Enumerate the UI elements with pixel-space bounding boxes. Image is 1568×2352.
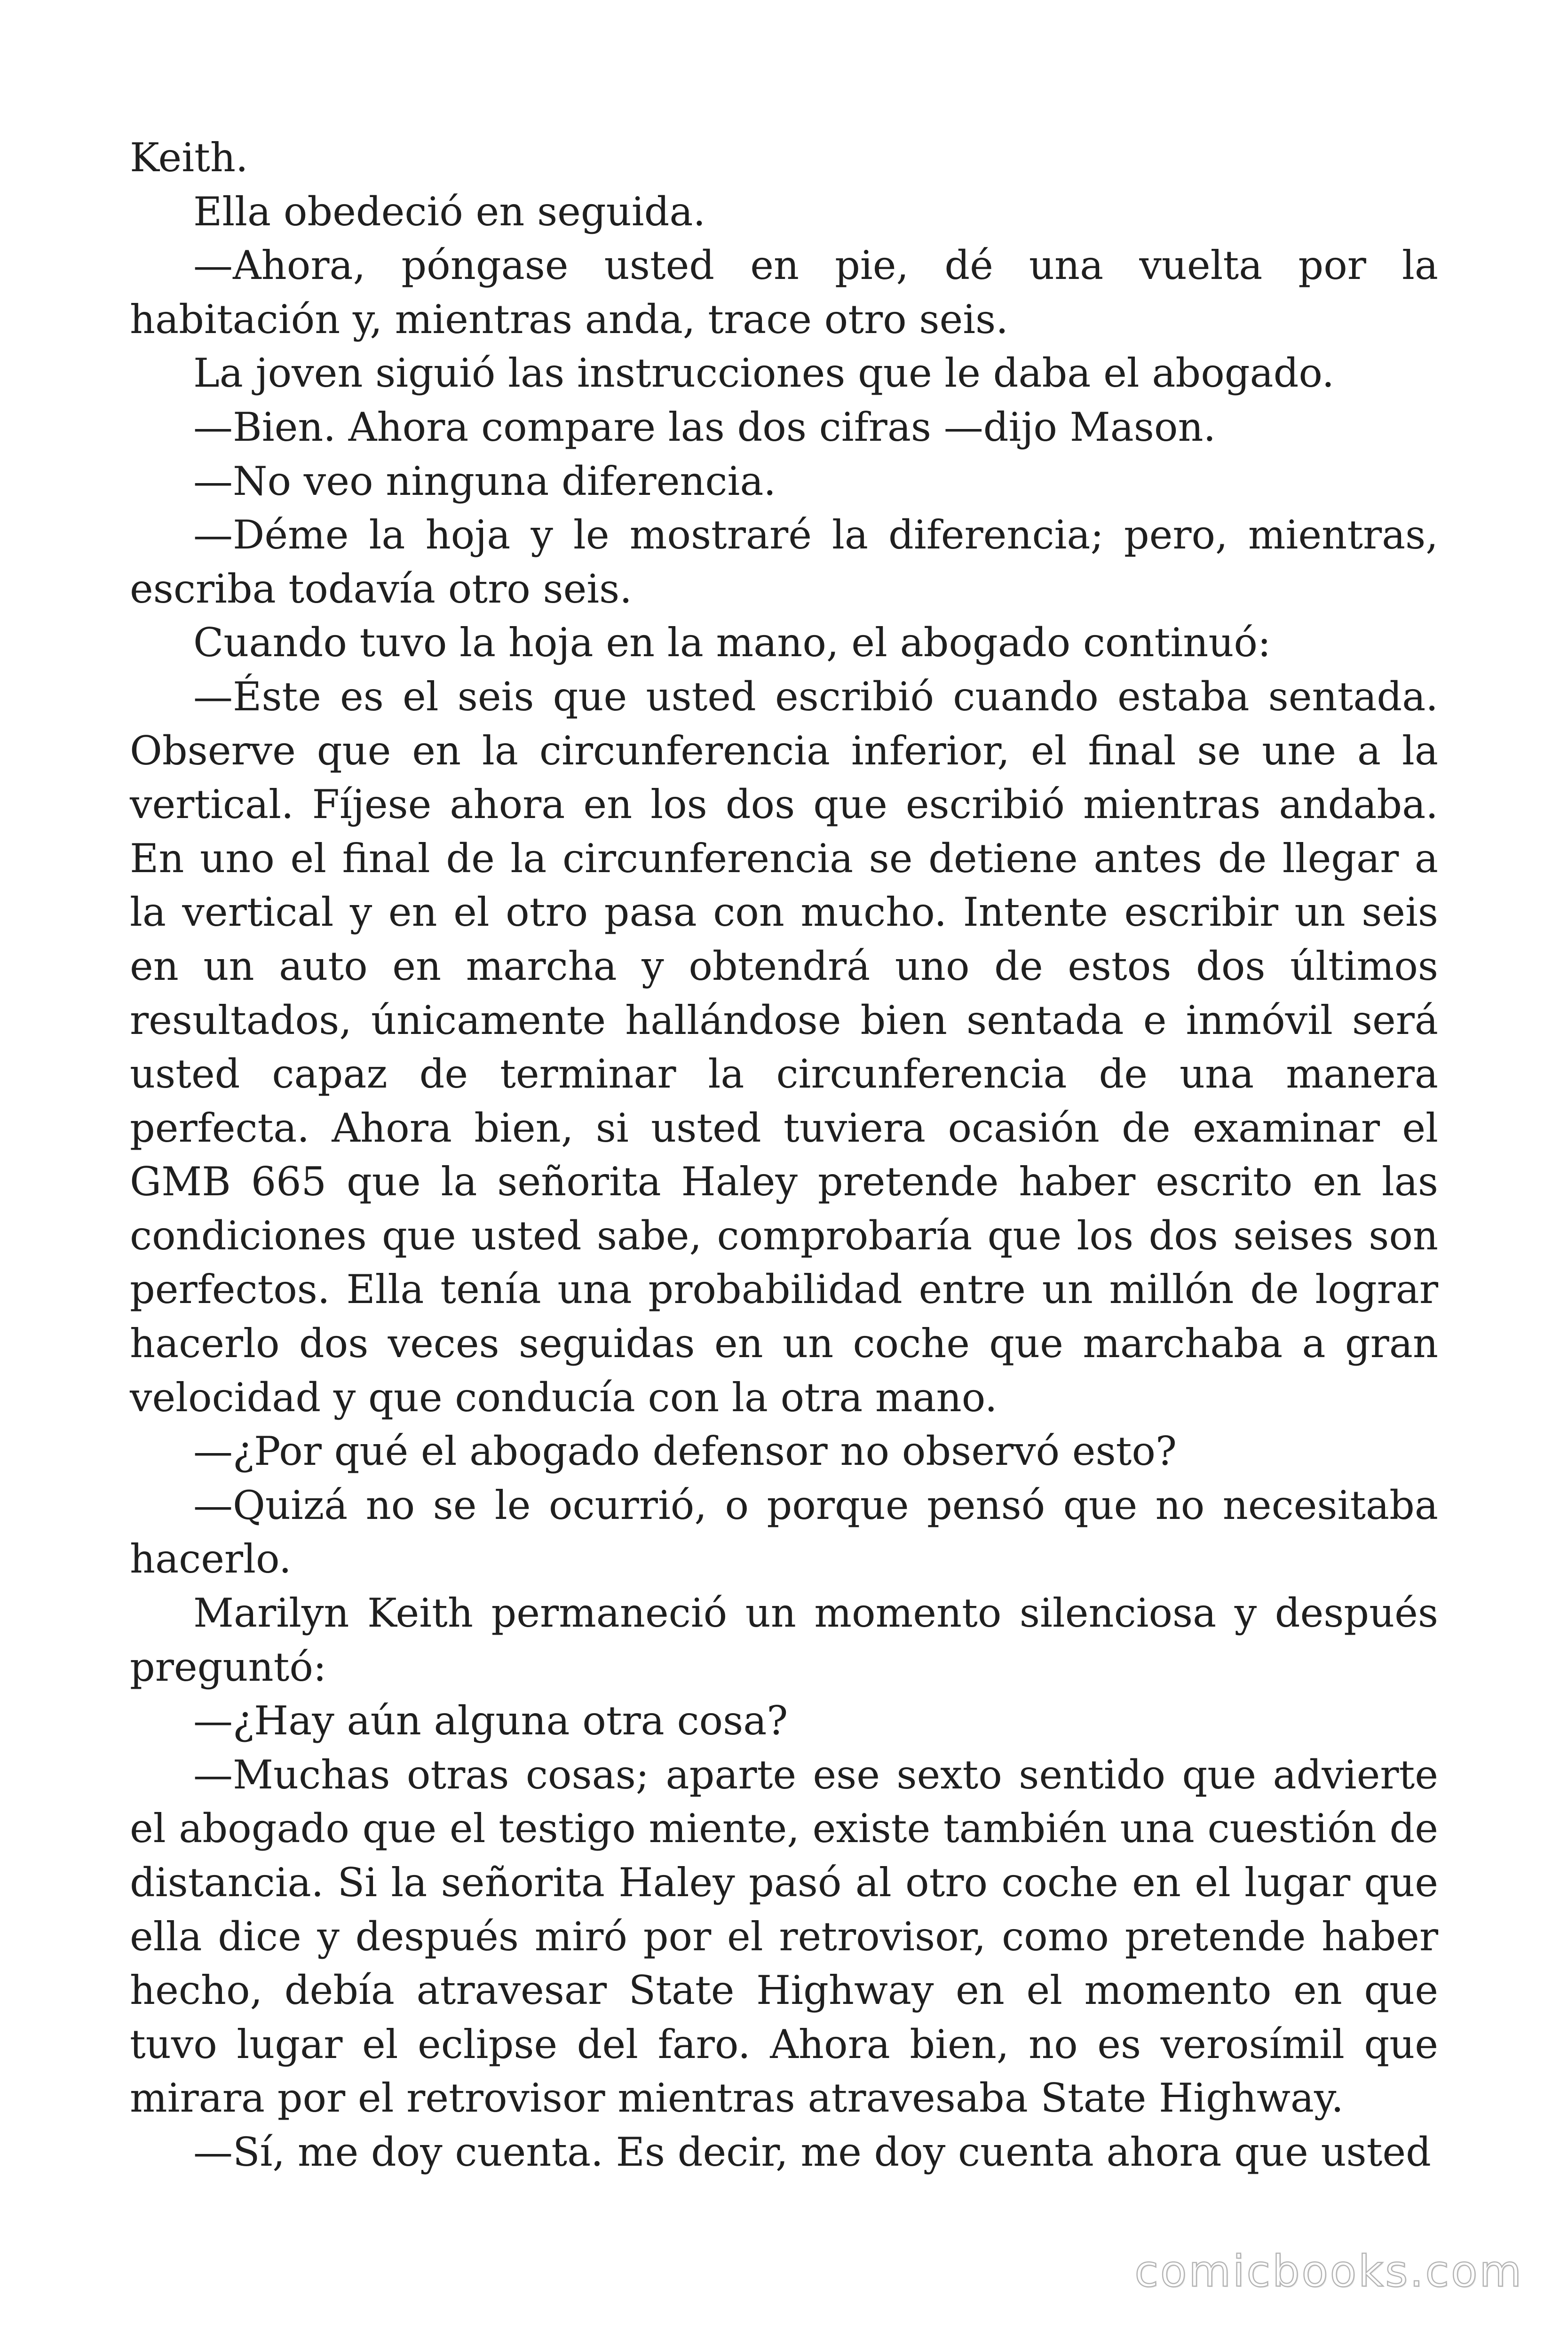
paragraph: —¿Hay aún alguna otra cosa? [193,1698,788,1744]
paragraph: —Bien. Ahora compare las dos cifras —dijo Mason. [193,404,1216,450]
page-body [130,131,1438,2179]
watermark: comicbooks.com [1134,2246,1523,2296]
paragraph: Keith. [130,135,248,181]
paragraph: Marilyn Keith permaneció un momento silenciosa y después preguntó: [130,1590,1438,1690]
paragraph: La joven siguió las instrucciones que le daba el abogado. [193,350,1335,397]
paragraph: —Sí, me doy cuenta. Es decir, me doy cuenta ahora que usted [193,2129,1431,2175]
paragraph: —Muchas otras cosas; aparte ese sexto sentido que advierte el abogado que el testigo miente, existe también una cuestión de distancia. Si la señorita Haley pasó al otro coche en el lugar que ella dice y después miró por el retrovisor, como pretende haber hecho, debía atravesar State Highway en el momento en que tuvo lugar el eclipse del faro. Ahora bien, no es verosímil que mirara por el retrovisor mientras atravesaba State Highway. [130,1751,1438,2122]
paragraph: —Éste es el seis que usted escribió cuando estaba sentada. Observe que en la circunferencia inferior, el final se une a la vertical. Fíjese ahora en los dos que escribió mientras andaba. En uno el final de la circunferencia se detiene antes de llegar a la vertical y en el otro pasa con mucho. Intente escribir un seis en un auto en marcha y obtendrá uno de estos dos últimos resultados, únicamente hallándose bien sentada e inmóvil será usted capaz de terminar la circunferencia de una manera perfecta. Ahora bien, si usted tuviera ocasión de examinar el GMB 665 que la señorita Haley pretende haber escrito en las condiciones que usted sabe, comprobaría que los dos seises son perfectos. Ella tenía una probabilidad entre un millón de lograr hacerlo dos veces seguidas en un coche que marchaba a gran velocidad y que conducía con la otra mano. [130,673,1438,1421]
paragraph: —No veo ninguna diferencia. [193,458,776,504]
paragraph: —¿Por qué el abogado defensor no observó esto? [193,1428,1177,1475]
paragraph: —Quizá no se le ocurrió, o porque pensó que no necesitaba hacerlo. [130,1482,1438,1582]
paragraph: Ella obedeció en seguida. [193,188,706,235]
paragraph: Cuando tuvo la hoja en la mano, el abogado continuó: [193,620,1271,666]
paragraph: —Ahora, póngase usted en pie, dé una vuelta por la habitación y, mientras anda, trace otro seis. [130,242,1438,342]
paragraph: —Déme la hoja y le mostraré la diferencia; pero, mientras, escriba todavía otro seis. [130,512,1438,612]
